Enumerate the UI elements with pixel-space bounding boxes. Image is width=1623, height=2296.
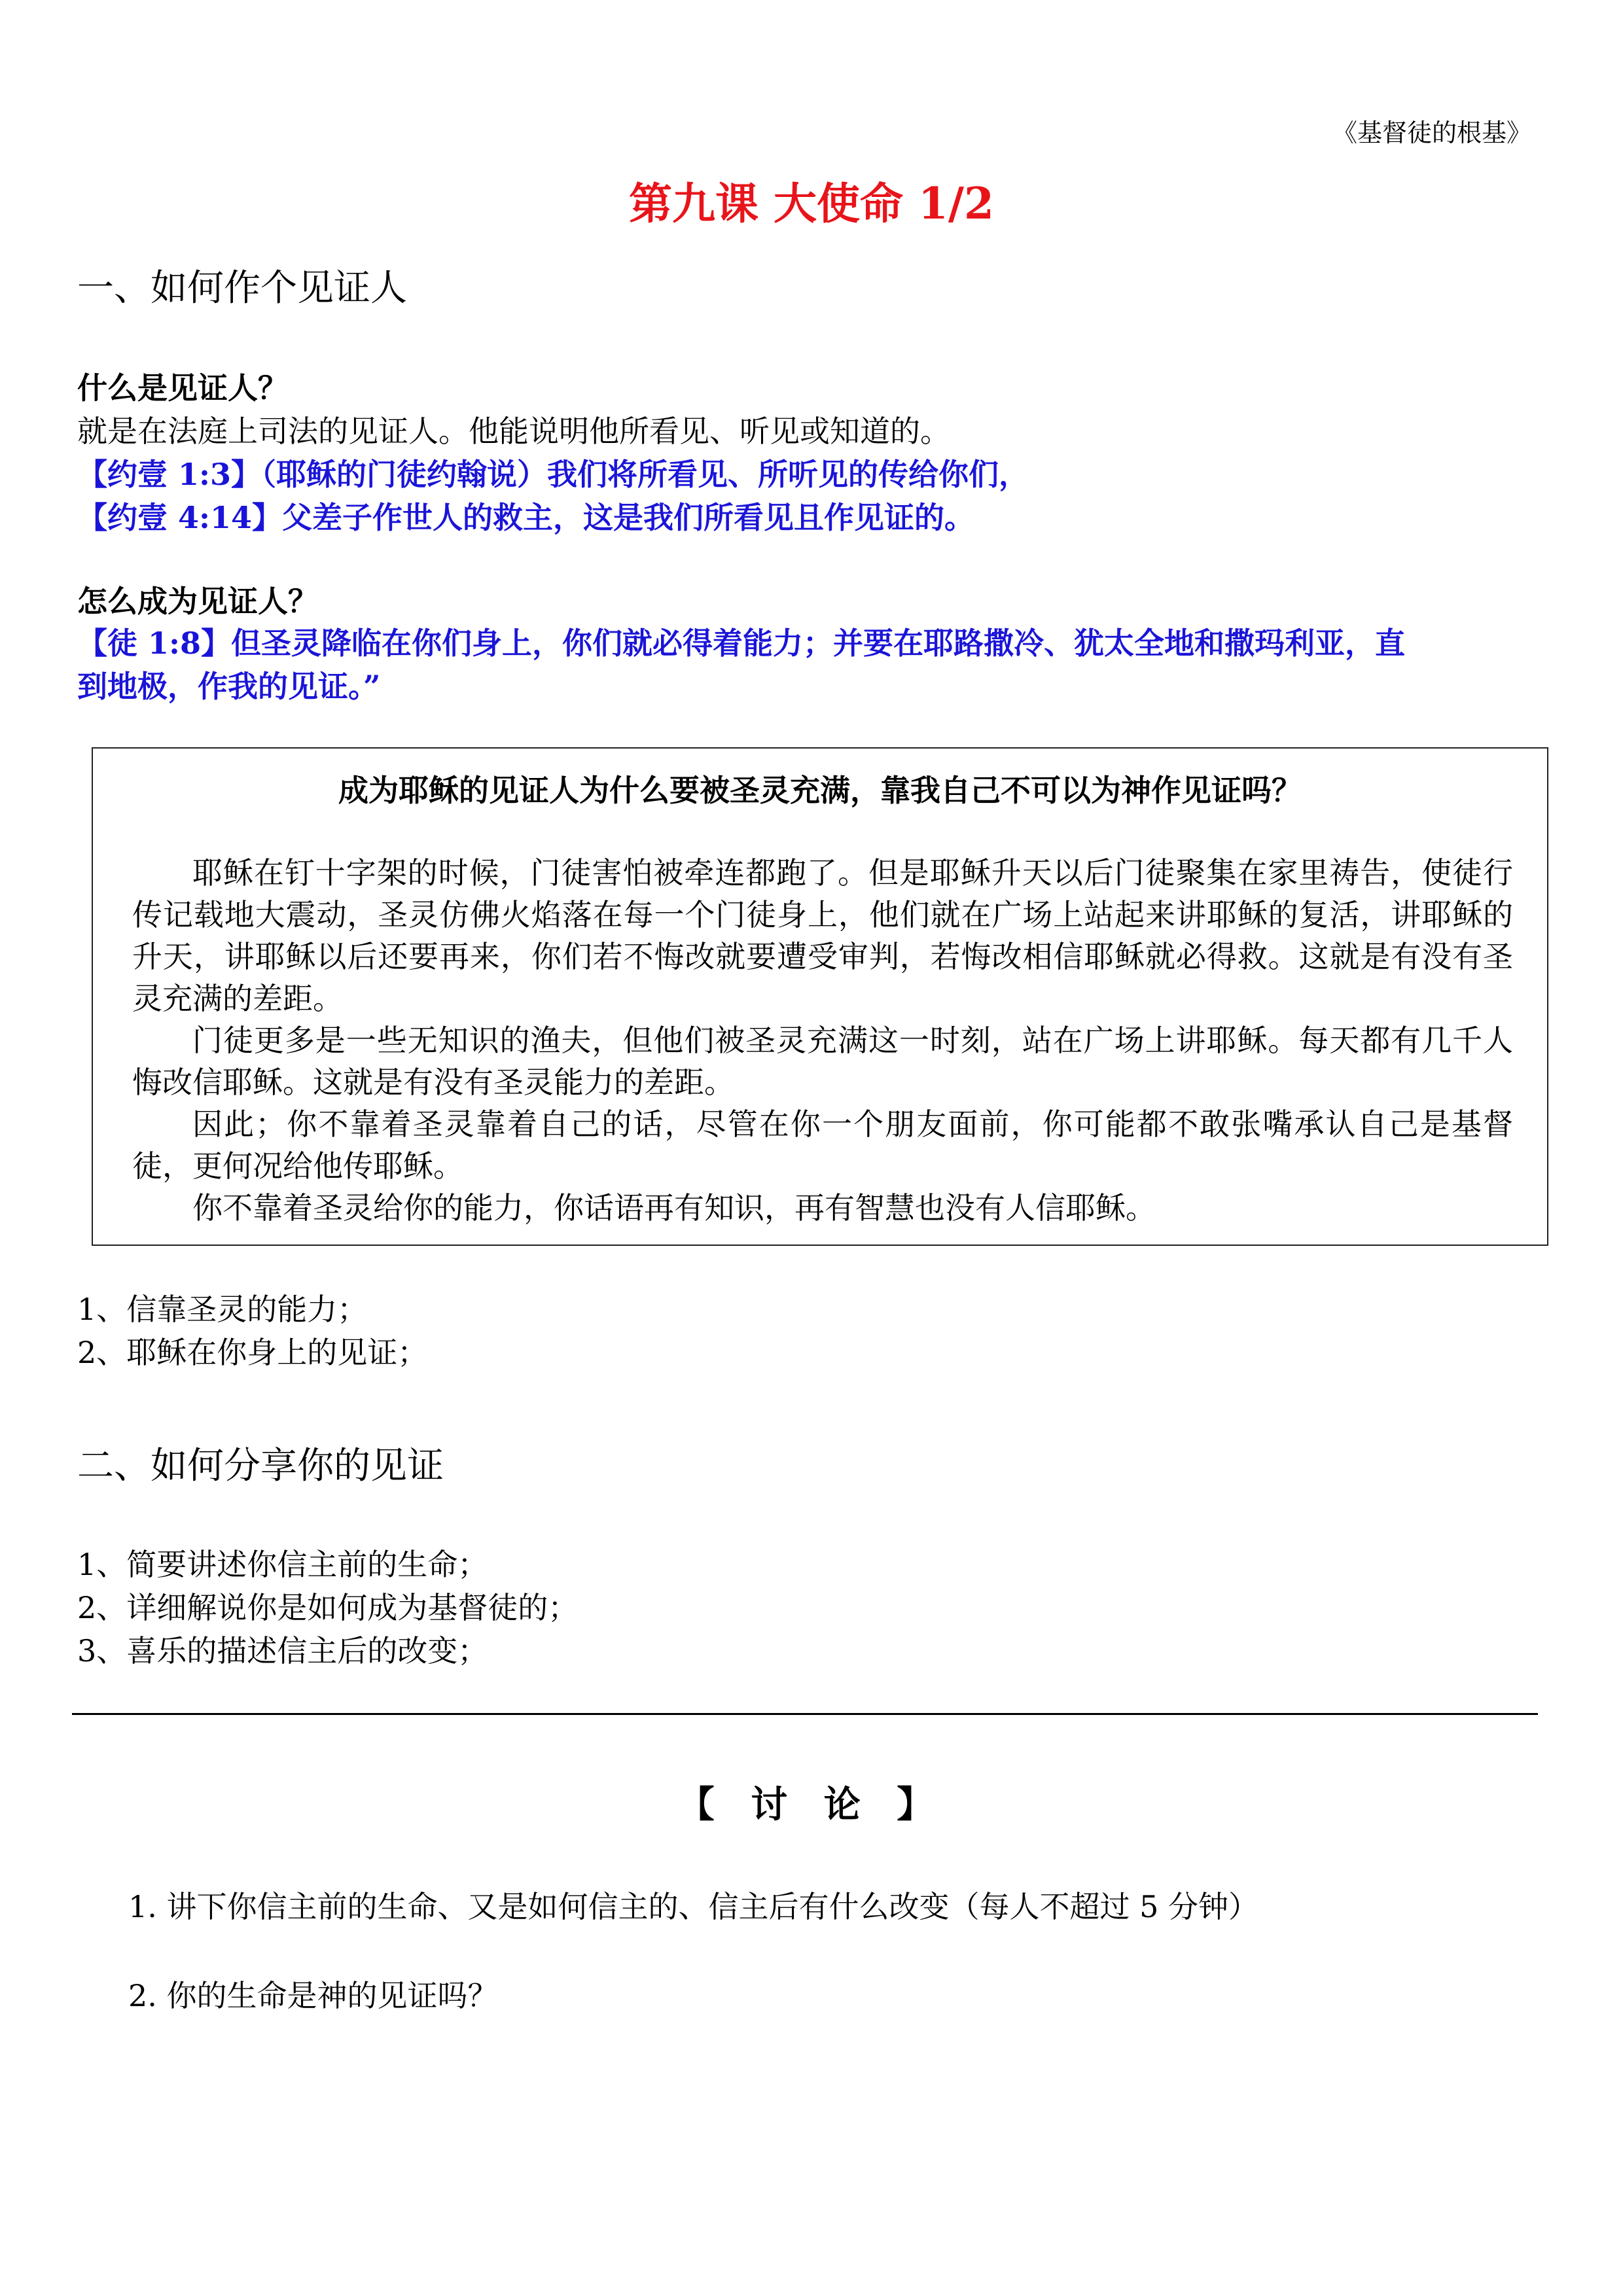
verse-acts-1-8-line1: 【徒 1:8】但圣灵降临在你们身上，你们就必得着能力；并要在耶路撒冷、犹太全地和撒玛利亚，直 (77, 626, 1406, 661)
verse-1john-1-3: 【约壹 1:3】（耶稣的门徒约翰说）我们将所看见、所听见的传给你们， (77, 457, 1029, 492)
section1-point-2: 2、耶稣在你身上的见证； (77, 1335, 428, 1370)
section-divider (72, 1713, 1538, 1715)
discussion-title: 【 讨 论 】 (677, 1783, 946, 1826)
callout-title: 成为耶稣的见证人为什么要被圣灵充满，靠我自己不可以为神作见证吗？ (338, 773, 1302, 808)
section2-point-3: 3、喜乐的描述信主后的改变； (77, 1633, 488, 1669)
answer-witness-definition: 就是在法庭上司法的见证人。他能说明他所看见、听见或知道的。 (77, 414, 950, 449)
section2-heading: 二、如何分享你的见证 (77, 1445, 444, 1487)
callout-paragraph-3: 因此；你不靠着圣灵靠着自己的话，尽管在你一个朋友面前，你可能都不敢张嘴承认自己是基督徒，更何况给他传耶稣。 (132, 1106, 1513, 1184)
callout-paragraph-1: 耶稣在钉十字架的时候，门徒害怕被牵连都跑了。但是耶稣升天以后门徒聚集在家里祷告，使徒行传记载地大震动，圣灵仿佛火焰落在每一个门徒身上，他们就在广场上站起来讲耶稣的复活，讲耶稣的升天，讲耶稣以后还要再来，你们若不悔改就要遭受审判，若悔改相信耶稣就必得救。这就是有没有圣灵充满的差距。 (132, 855, 1513, 1016)
question-how-become-witness: 怎么成为见证人？ (77, 584, 318, 619)
book-title: 《基督徒的根基》 (1332, 118, 1531, 147)
verse-1john-4-14: 【约壹 4:14】父差子作世人的救主，这是我们所看见且作见证的。 (77, 500, 975, 535)
section1-point-1: 1、信靠圣灵的能力； (77, 1292, 368, 1327)
section2-point-2: 2、详细解说你是如何成为基督徒的； (77, 1590, 579, 1625)
section2-point-1: 1、简要讲述你信主前的生命； (77, 1547, 488, 1582)
question-what-is-witness: 什么是见证人？ (77, 370, 288, 406)
section1-heading: 一、如何作个见证人 (77, 267, 407, 309)
holy-spirit-callout-box (92, 747, 1548, 1246)
discussion-question-2: 2. 你的生命是神的见证吗？ (128, 1978, 498, 2013)
lesson-title: 第九课 大使命 1/2 (629, 178, 994, 229)
verse-acts-1-8-line2: 到地极，作我的见证。” (77, 669, 381, 704)
callout-paragraph-2: 门徒更多是一些无知识的渔夫，但他们被圣灵充满这一时刻，站在广场上讲耶稣。每天都有几千人悔改信耶稣。这就是有没有圣灵能力的差距。 (132, 1023, 1513, 1100)
discussion-question-1: 1. 讲下你信主前的生命、又是如何信主的、信主后有什么改变（每人不超过 5 分钟） (128, 1889, 1259, 1924)
callout-paragraph-4: 你不靠着圣灵给你的能力，你话语再有知识，再有智慧也没有人信耶稣。 (192, 1190, 1156, 1226)
